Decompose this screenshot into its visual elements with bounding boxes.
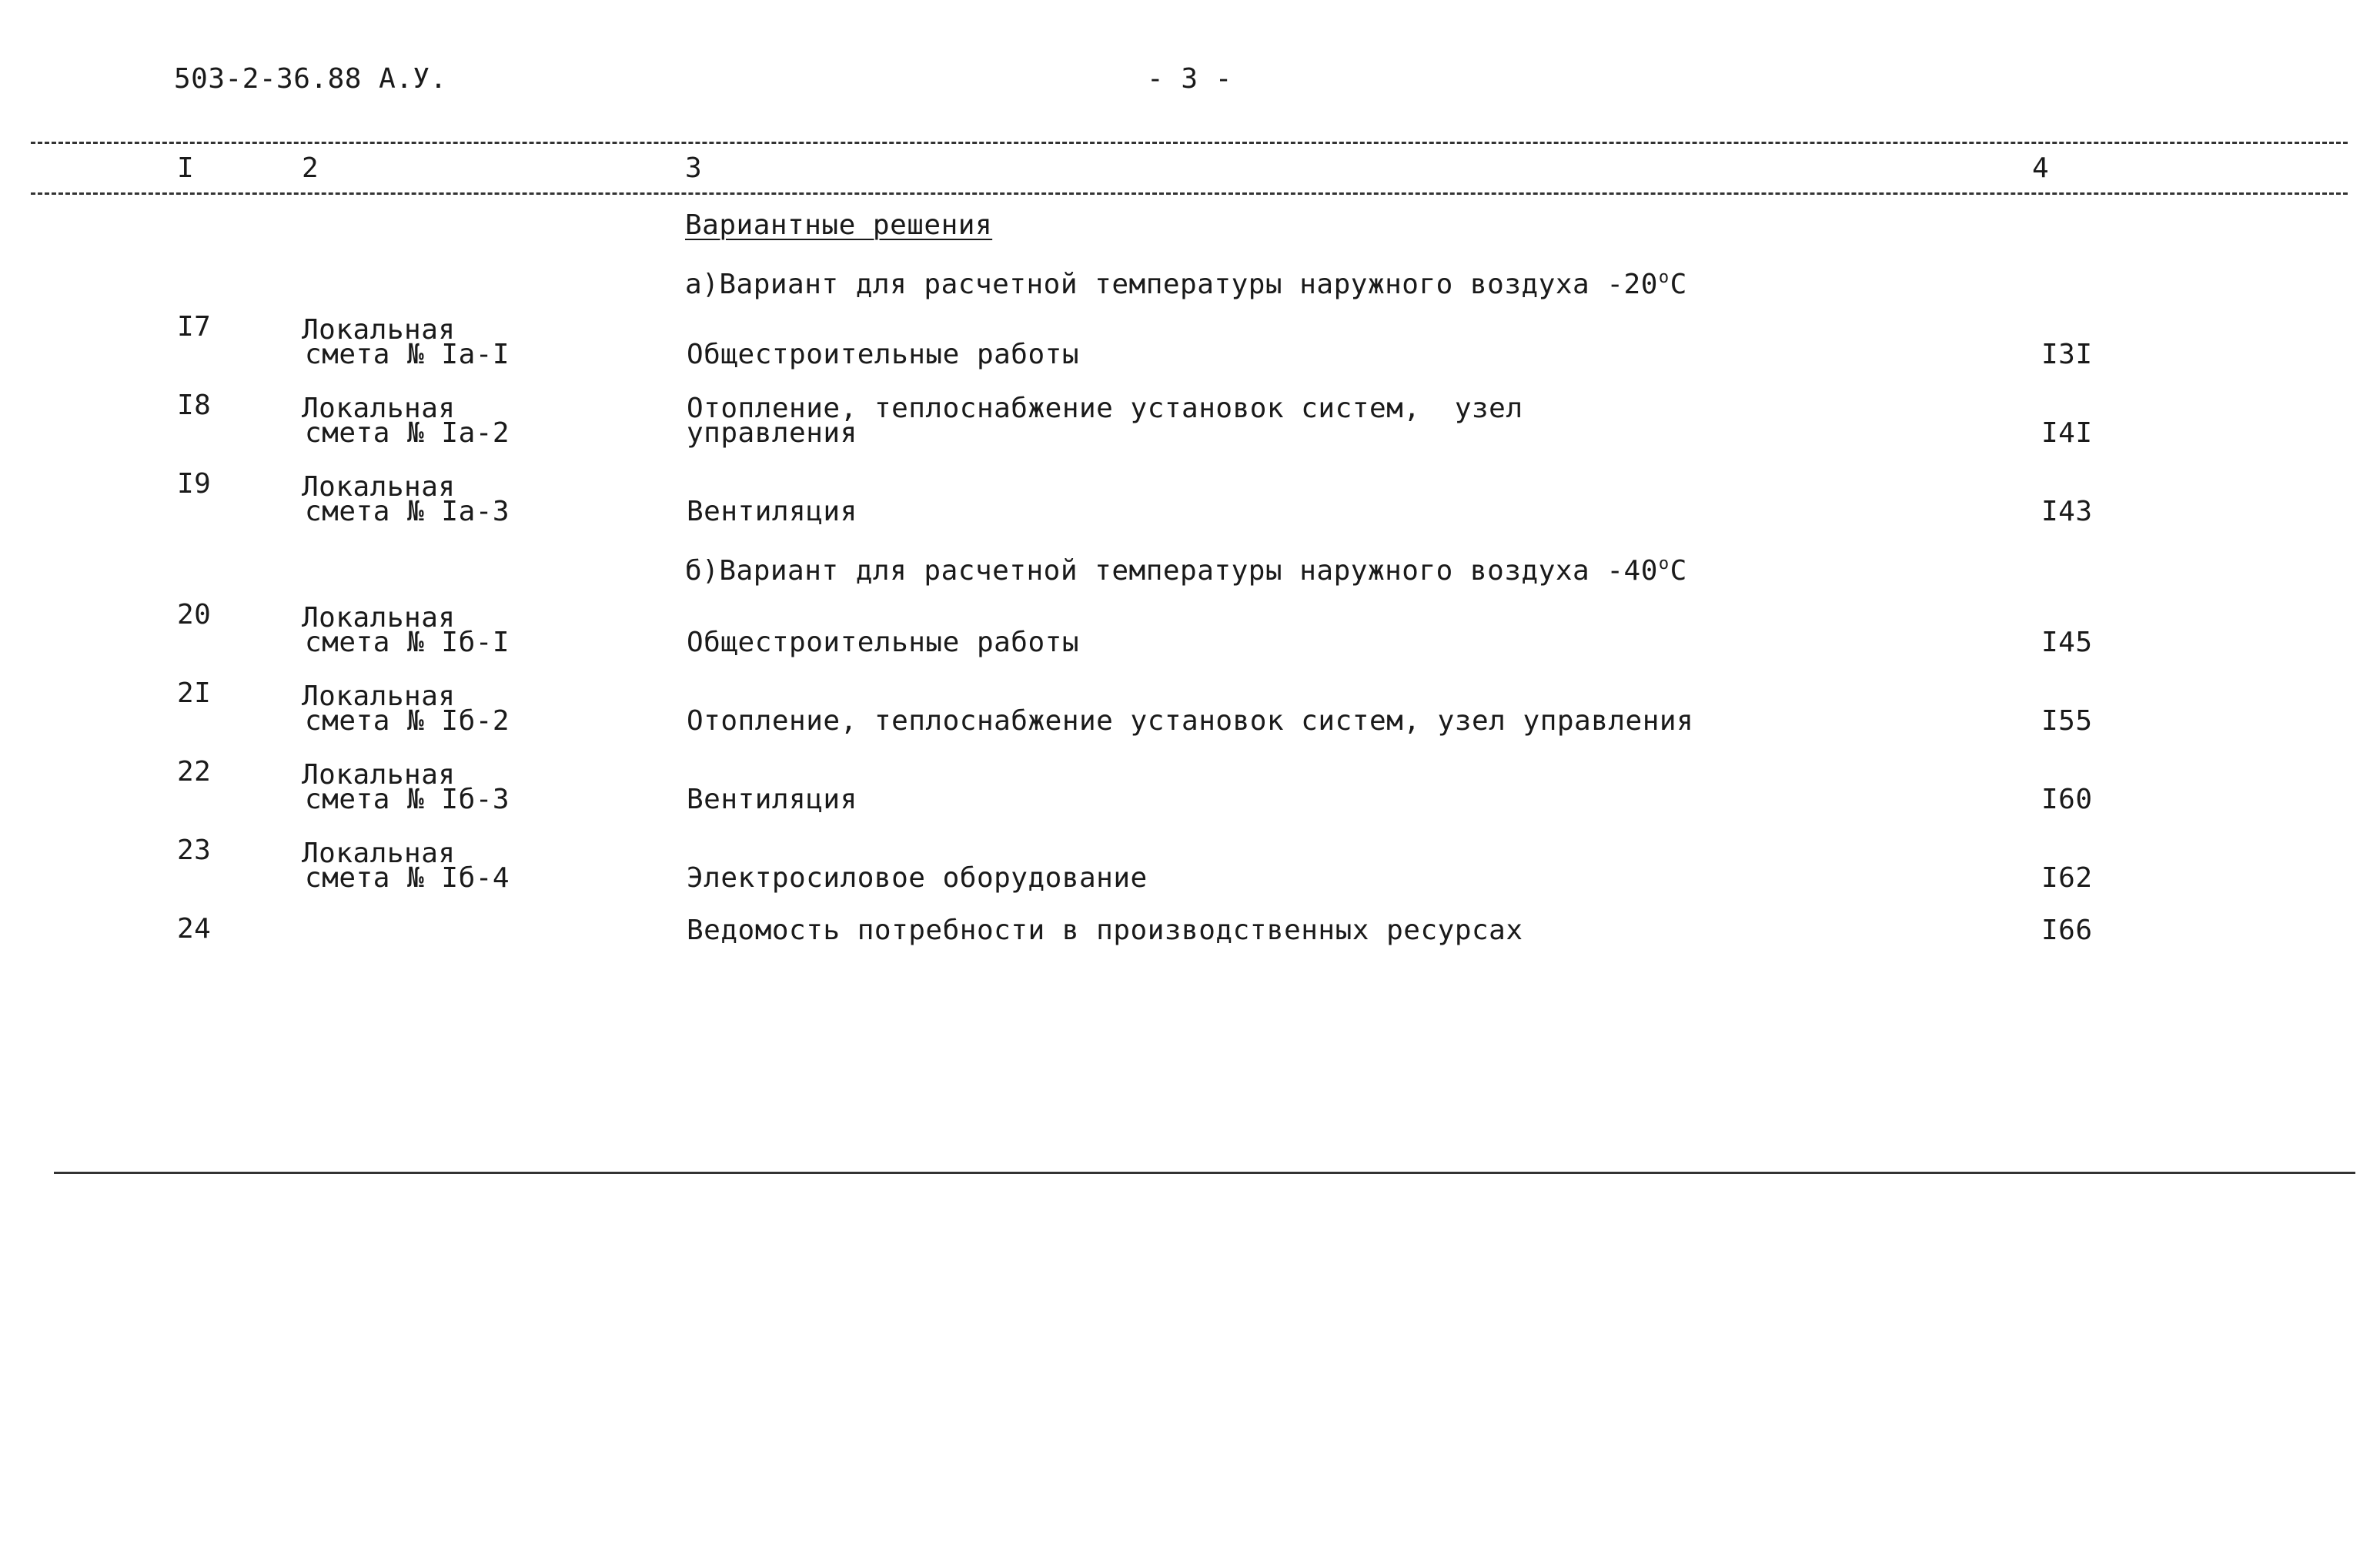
document-id: смета № Iа-I <box>305 339 510 370</box>
variant-b-heading: б)Вариант для расчетной температуры наружного воздуха $-40^оС$ <box>685 554 1687 587</box>
row-title: Вентиляция <box>687 784 857 815</box>
document-type: Локальная <box>302 393 456 424</box>
document-type: Локальная <box>302 838 456 869</box>
col-header-2: 2 <box>302 152 319 184</box>
table-top-rule <box>31 142 2348 144</box>
document-type: Локальная <box>302 602 456 634</box>
page-number: - 3 - <box>1147 63 1232 95</box>
document-code: 503-2-36.88 А.У. <box>174 63 447 95</box>
row-page: I60 <box>2041 784 2093 815</box>
row-page: I66 <box>2041 915 2093 946</box>
row-number: 20 <box>177 599 212 631</box>
row-page: I4I <box>2041 417 2093 449</box>
table-header-rule <box>31 192 2348 195</box>
document-id: смета № Iб-3 <box>305 784 510 815</box>
row-title: Вентиляция <box>687 496 857 527</box>
section-title: Вариантные решения <box>685 209 993 241</box>
row-number: 24 <box>177 913 212 945</box>
row-title-line-2: управления <box>687 417 857 449</box>
row-number: 2I <box>177 677 212 709</box>
row-title: Общестроительные работы <box>687 339 1079 370</box>
row-title: Электросиловое оборудование <box>687 862 1148 894</box>
document-type: Локальная <box>302 759 456 791</box>
document-type: Локальная <box>302 681 456 712</box>
row-title-line-1: Отопление, теплоснабжение установок систем, узел <box>687 393 1523 424</box>
col-header-1: I <box>177 152 195 184</box>
row-page: I55 <box>2041 705 2093 737</box>
document-id: смета № Iа-2 <box>305 417 510 449</box>
row-page: I45 <box>2041 627 2093 658</box>
row-title: Общестроительные работы <box>687 627 1079 658</box>
document-type: Локальная <box>302 471 456 503</box>
row-page: I43 <box>2041 496 2093 527</box>
document-id: смета № Iб-4 <box>305 862 510 894</box>
document-type: Локальная <box>302 314 456 346</box>
row-page: I3I <box>2041 339 2093 370</box>
row-title: Отопление, теплоснабжение установок систем, узел управления <box>687 705 1694 737</box>
row-number: I9 <box>177 468 212 500</box>
document-id: смета № Iа-3 <box>305 496 510 527</box>
col-header-3: 3 <box>685 152 703 184</box>
row-number: I8 <box>177 390 212 421</box>
row-page: I62 <box>2041 862 2093 894</box>
variant-a-heading: а)Вариант для расчетной температуры наружного воздуха $-20^оС$ <box>685 268 1687 300</box>
document-id: смета № Iб-I <box>305 627 510 658</box>
row-number: 22 <box>177 756 212 788</box>
row-number: I7 <box>177 311 212 343</box>
row-number: 23 <box>177 835 212 866</box>
col-header-4: 4 <box>2032 152 2050 184</box>
document-id: смета № Iб-2 <box>305 705 510 737</box>
row-title: Ведомость потребности в производственных ресурсах <box>687 915 1523 946</box>
table-bottom-rule <box>54 1172 2355 1174</box>
